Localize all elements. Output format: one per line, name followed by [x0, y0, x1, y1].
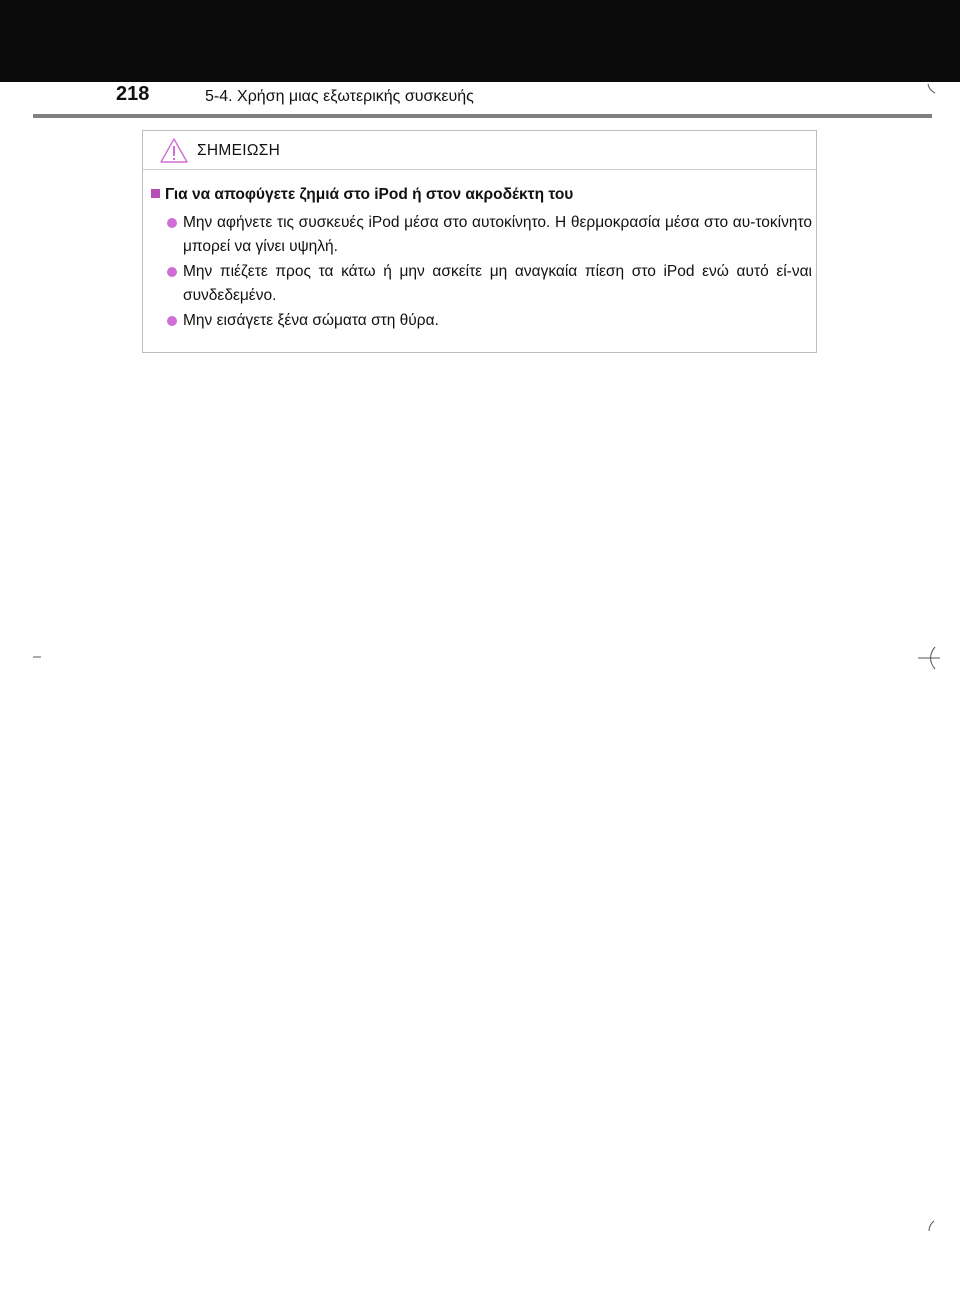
- bullet-dot-icon: [167, 218, 177, 228]
- note-bullet-text: Μην εισάγετε ξένα σώματα στη θύρα.: [183, 312, 439, 329]
- note-bullet-item: [167, 211, 812, 259]
- page-number: 218: [116, 83, 150, 105]
- header-rule: [33, 114, 932, 118]
- note-heading-text: Για να αποφύγετε ζημιά στο iPod ή στον ακροδέκτη του: [165, 186, 574, 203]
- section-title: 5-4. Χρήση μιας εξωτερικής συσκευής: [205, 88, 474, 105]
- crop-mark-bottom-right: [922, 1218, 938, 1234]
- square-bullet-icon: [151, 189, 160, 198]
- warning-triangle-icon: [159, 137, 189, 164]
- crop-mark-right-registration: [912, 642, 942, 674]
- note-bullet-item: [167, 309, 812, 333]
- note-bullet-text: Μην πιέζετε προς τα κάτω ή μην ασκείτε μη αναγκαία πίεση στο iPod ενώ αυτό εί-ναι συνδεδεμένο.: [183, 263, 812, 304]
- note-box: [142, 130, 817, 353]
- note-title: ΣΗΜΕΙΩΣΗ: [197, 142, 281, 159]
- note-header: [143, 131, 816, 170]
- bullet-dot-icon: [167, 267, 177, 277]
- bullet-dot-icon: [167, 316, 177, 326]
- note-bullet-text: Μην αφήνετε τις συσκευές iPod μέσα στο αυτοκίνητο. Η θερμοκρασία μέσα στο αυ-τοκίνητο μπορεί να γίνει υψηλή.: [183, 214, 812, 255]
- crop-mark-top-right: [922, 82, 938, 98]
- note-bullet-item: [167, 260, 812, 308]
- note-heading: [151, 186, 806, 204]
- crop-mark-left: [30, 653, 44, 661]
- scan-top-band: [0, 0, 960, 82]
